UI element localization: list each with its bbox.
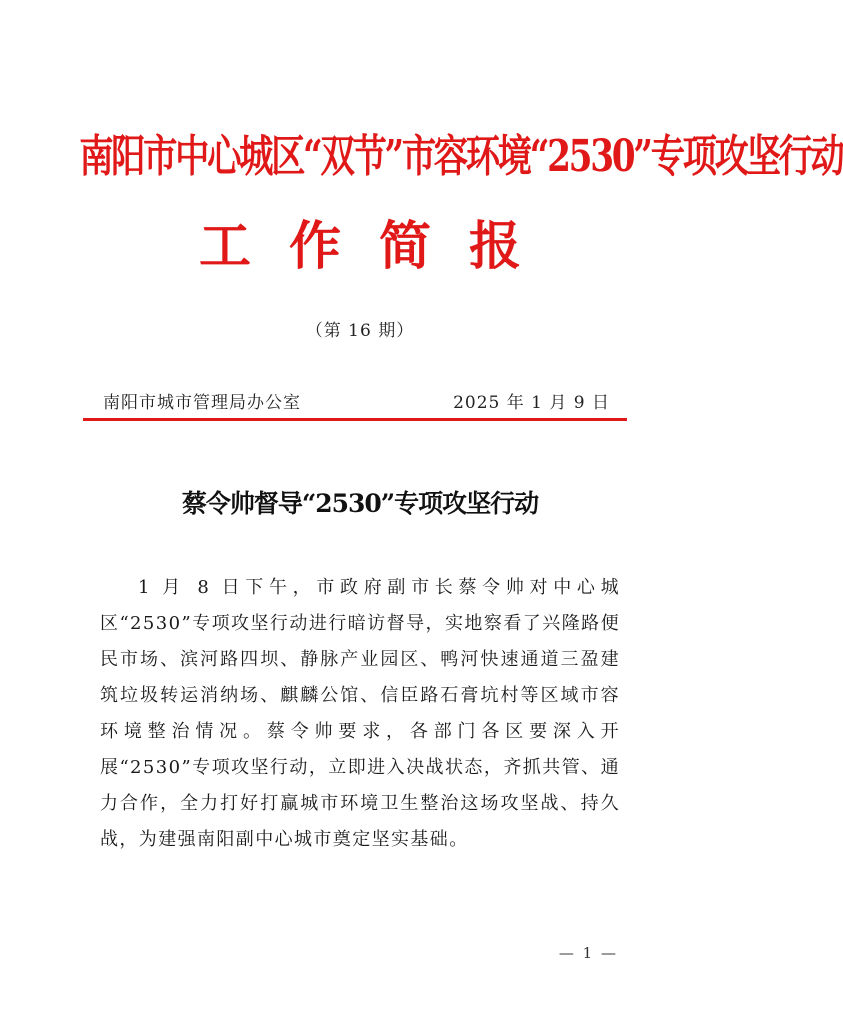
issue-number: （第 16 期） bbox=[305, 321, 415, 341]
masthead-title: 南阳市中心城区“双节”市容环境“2530”专项攻坚行动 bbox=[79, 131, 843, 182]
page-number: — 1 — bbox=[558, 944, 618, 962]
article-title: 蔡令帅督导“2530”专项攻坚行动 bbox=[181, 489, 539, 518]
issuer: 南阳市城市管理局办公室 bbox=[103, 393, 301, 413]
issue-date: 2025 年 1 月 9 日 bbox=[453, 393, 610, 413]
article-body: 1 月 8 日下午，市政府副市长蔡令帅对中心城区“2530”专项攻坚行动进行暗访督导，实地察看了兴隆路便民市场、滨河路四坝、静脉产业园区、鸭河快速通道三盈建筑垃圾转运消纳场、麒麟公馆、信臣路石膏坑村等区域市容环境整治情况。蔡令帅要求，各部门各区要深入开展“2530”专项攻坚行动，立即进入决战状态，齐抓共管、通力合作，全力打好打赢城市环境卫生整治这场攻坚战、持久战，为建强南阳副中心城市奠定坚实基础。 bbox=[100, 577, 620, 850]
red-divider bbox=[83, 418, 627, 421]
masthead-subtitle: 工作简报 bbox=[198, 216, 559, 277]
